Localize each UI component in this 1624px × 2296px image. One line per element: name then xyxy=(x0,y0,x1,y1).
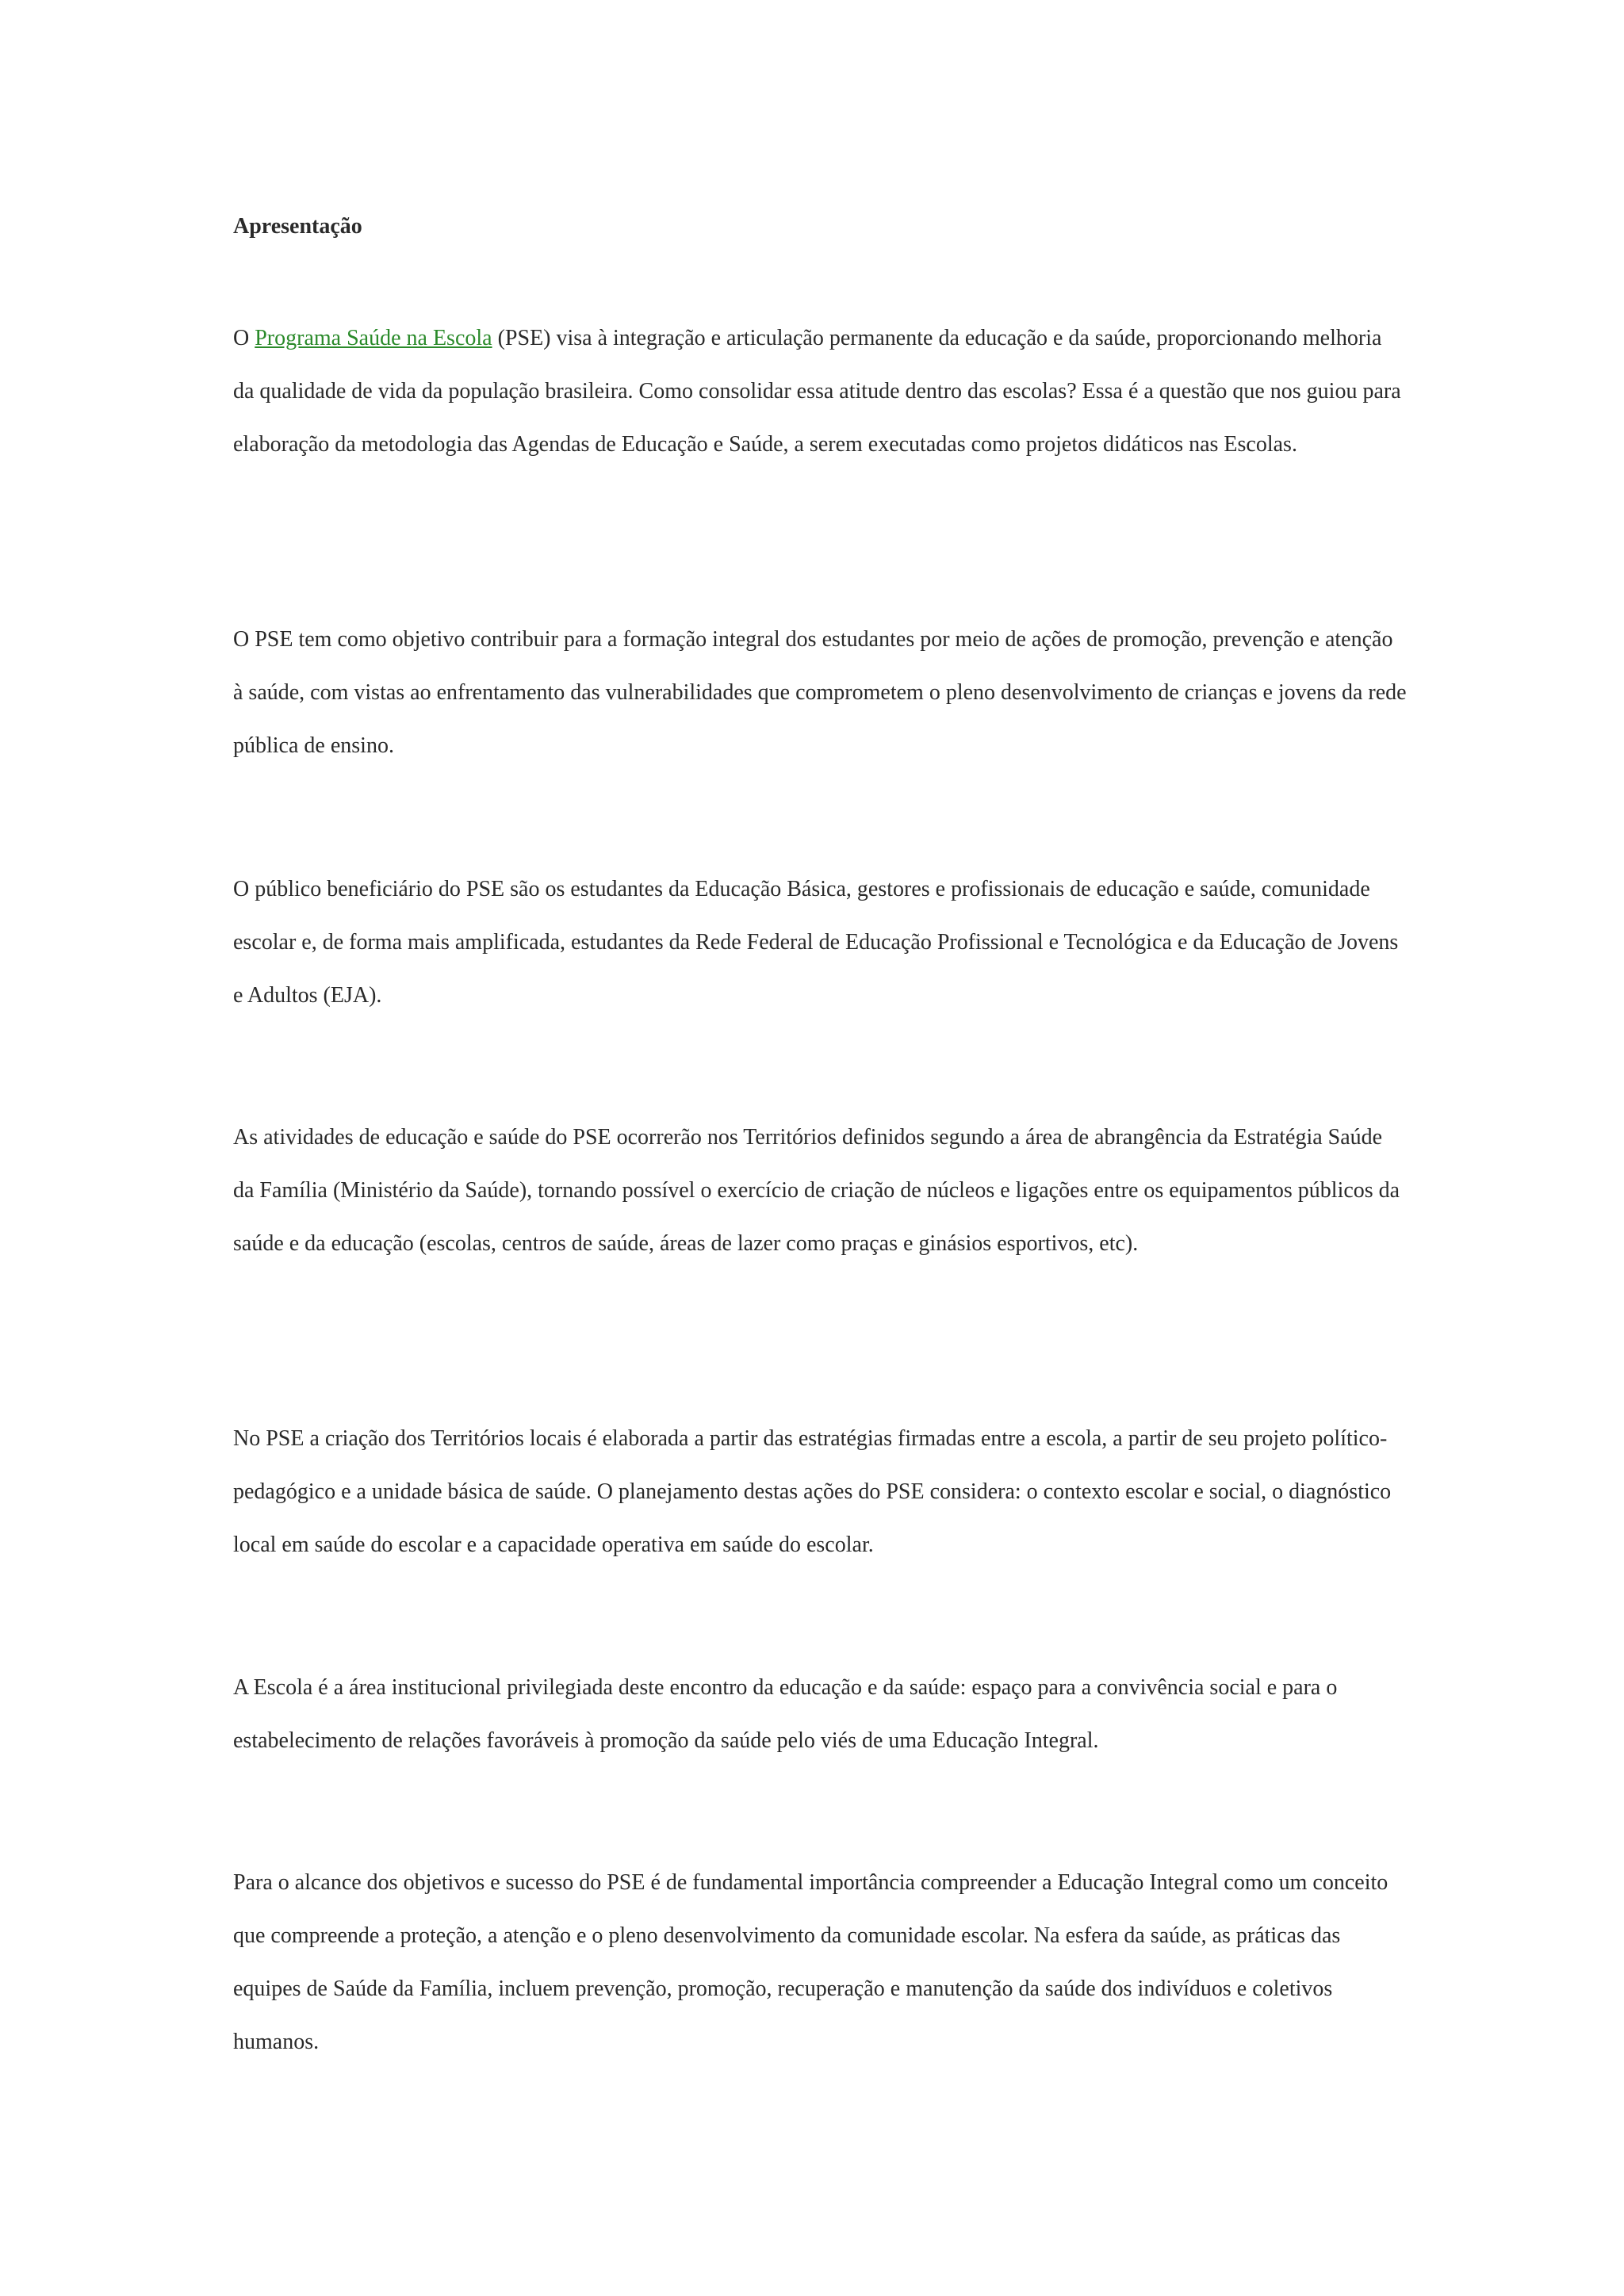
paragraph-territories: No PSE a criação dos Territórios locais é elaborada a partir das estratégias firmadas entre a escola, a partir de seu projeto político-pedagógico e a unidade básica de saúde. O planejamento destas ações do PSE considera: o contexto escolar e social, o diagnóstico local em saúde do escolar e a capacidade operativa em saúde do escolar. xyxy=(233,1426,1392,1557)
paragraph-activities: As atividades de educação e saúde do PSE ocorrerão nos Territórios definidos segundo a área de abrangência da Estratégia Saúde da Família (Ministério da Saúde), tornando possível o exercício de criação de núcleos e ligações entre os equipamentos públicos da saúde e da educação (escolas, centros de saúde, áreas de lazer como praças e ginásios esportivos, etc). xyxy=(233,1125,1400,1256)
paragraph-integral-education: Para o alcance dos objetivos e sucesso do PSE é de fundamental importância compreender a Educação Integral como um conceito que compreende a proteção, a atenção e o pleno desenvolvimento da comunidade escolar. Na esfera da saúde, as práticas das equipes de Saúde da Família, incluem prevenção, promoção, recuperação e manutenção da saúde dos indivíduos e coletivos humanos. xyxy=(233,1870,1388,2054)
paragraph-intro-prefix: O xyxy=(233,326,255,350)
paragraph-objective: O PSE tem como objetivo contribuir para a formação integral dos estudantes por meio de ações de promoção, prevenção e atenção à saúde, com vistas ao enfrentamento das vulnerabilidades que comprometem o pleno desenvolvimento de crianças e jovens da rede pública de ensino. xyxy=(233,627,1407,758)
paragraph-intro-text: (PSE) visa à integração e articulação permanente da educação e da saúde, proporcionando melhoria da qualidade de vida da população brasileira. Como consolidar essa atitude dentro das escolas? Essa é a questão que nos guiou para elaboração da metodologia das Agendas de Educação e Saúde, a serem executadas como projetos didáticos nas Escolas. xyxy=(233,326,1401,457)
programa-saude-na-escola-link[interactable]: Programa Saúde na Escola xyxy=(255,326,492,350)
paragraph-beneficiaries: O público beneficiário do PSE são os estudantes da Educação Básica, gestores e profissionais de educação e saúde, comunidade escolar e, de forma mais amplificada, estudantes da Rede Federal de Educação Profissional e Tecnológica e da Educação de Jovens e Adultos (EJA). xyxy=(233,877,1399,1008)
paragraph-school: A Escola é a área institucional privilegiada deste encontro da educação e da saúde: espaço para a convivência social e para o estabelecimento de relações favoráveis à promoção da saúde pelo viés de uma Educação Integral. xyxy=(233,1675,1338,1753)
paragraph-intro xyxy=(233,312,1407,471)
document-heading: Apresentação xyxy=(233,214,362,239)
